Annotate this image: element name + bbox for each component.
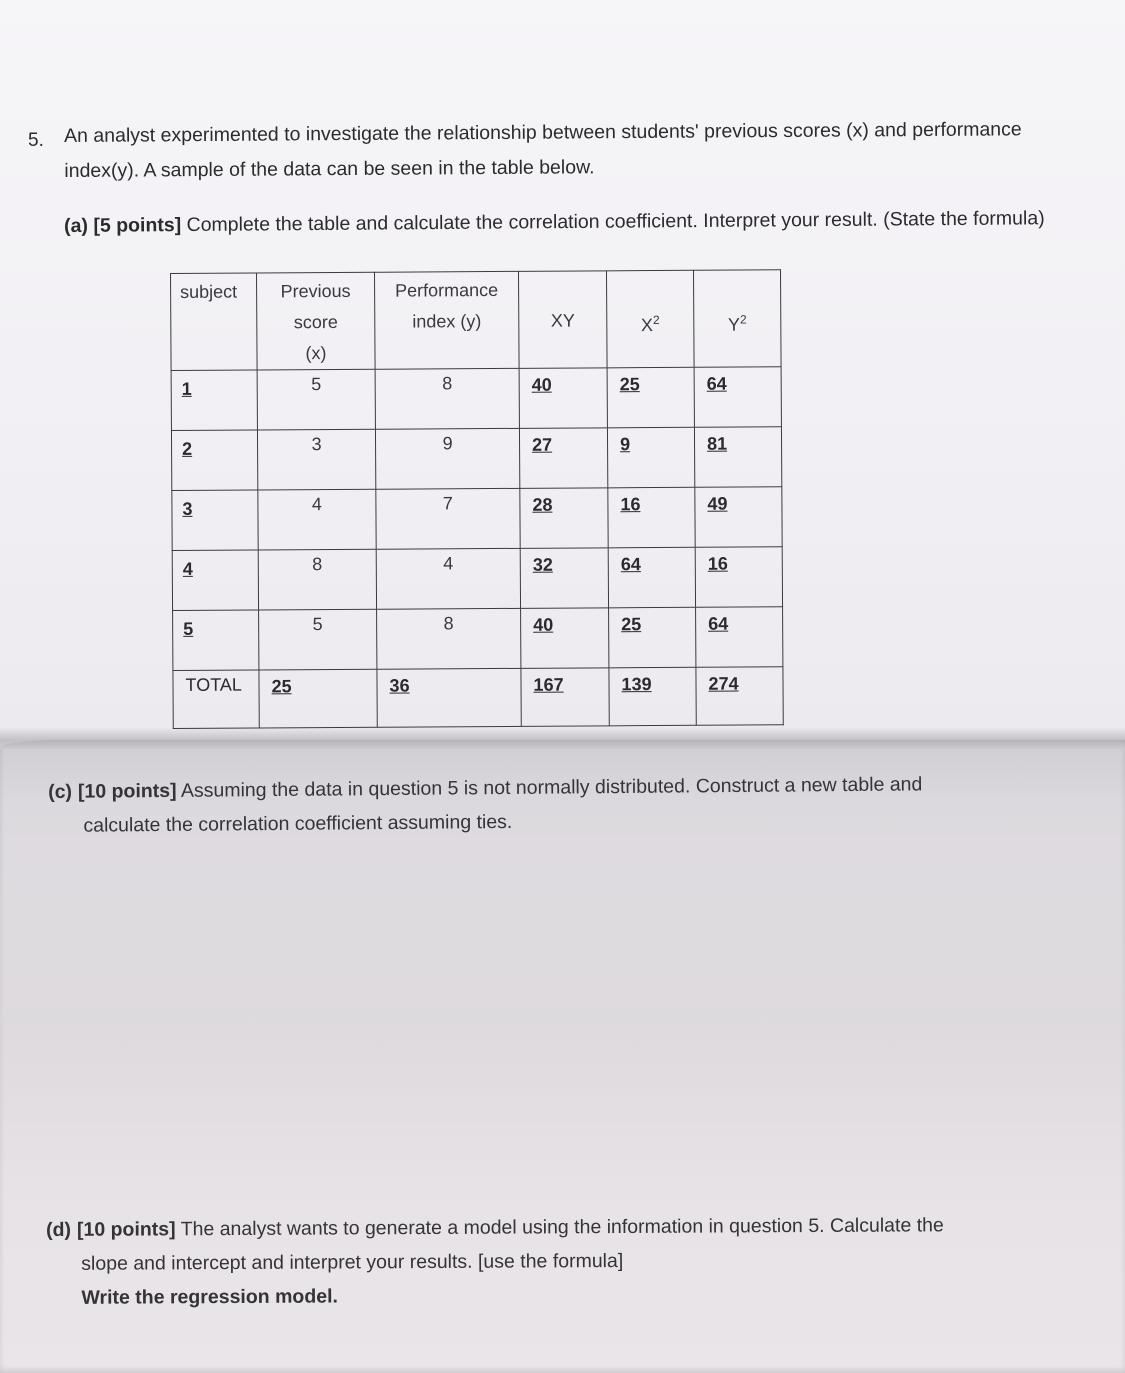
part-c xyxy=(48,766,1069,843)
cell-y2: 64 xyxy=(696,607,783,668)
part-a-text: Complete the table and calculate the correlation coefficient. Interpret your result. (State the formula) xyxy=(186,207,1045,237)
header-y-squared xyxy=(693,270,781,368)
table-row xyxy=(173,607,783,671)
header-previous-score xyxy=(257,272,376,370)
part-d-tag: (d) xyxy=(46,1218,72,1241)
header-perf-line2: index (y) xyxy=(412,311,482,332)
cell-subject: 1 xyxy=(171,370,257,431)
part-a-tag: (a) xyxy=(64,214,89,237)
cell-x: 8 xyxy=(258,549,376,610)
part-d-line1 xyxy=(46,1207,1106,1247)
cell-subject: 4 xyxy=(172,550,258,611)
header-prev-line1: Previous xyxy=(280,280,351,302)
cell-y: 9 xyxy=(375,428,519,489)
cell-total-label: TOTAL xyxy=(173,670,259,729)
cell-y: 4 xyxy=(376,548,520,609)
part-a-points: [5 points] xyxy=(93,214,182,237)
question-stem-line2: index(y). A sample of the data can be seen in the table below. xyxy=(64,156,595,182)
cell-y2: 16 xyxy=(695,547,782,608)
cell-xy: 27 xyxy=(519,428,607,489)
header-subject-label: subject xyxy=(180,281,238,302)
header-xy xyxy=(518,271,607,369)
cell-y: 7 xyxy=(376,488,520,549)
question-number: 5. xyxy=(28,130,44,151)
cell-x: 5 xyxy=(257,369,375,430)
cell-y2: 81 xyxy=(694,427,781,488)
question-stem-line1: An analyst experimented to investigate the relationship between students' previous scores (x) and performance xyxy=(64,118,1022,147)
table-row xyxy=(172,487,782,551)
cell-xy: 40 xyxy=(519,368,607,429)
header-x-squared xyxy=(606,270,694,368)
table-total-row xyxy=(173,667,783,729)
cell-y2: 49 xyxy=(695,487,782,548)
cell-x2: 25 xyxy=(609,607,696,668)
header-prev-line3: (x) xyxy=(305,343,327,364)
header-x2-sup: 2 xyxy=(652,313,660,328)
cell-total-y: 36 xyxy=(377,668,521,727)
cell-total-y2: 274 xyxy=(696,667,783,726)
part-d-points: [10 points] xyxy=(76,1218,176,1241)
cell-x2: 16 xyxy=(608,487,695,548)
cell-x2: 64 xyxy=(608,547,695,608)
data-table xyxy=(170,269,784,729)
part-c-points: [10 points] xyxy=(77,779,177,803)
data-table-wrapper xyxy=(170,269,784,729)
cell-subject: 3 xyxy=(172,490,258,551)
question-stem xyxy=(64,112,1099,189)
part-d-text2: slope and intercept and interpret your results. [use the formula] xyxy=(81,1249,624,1275)
cell-subject: 5 xyxy=(173,610,259,671)
part-c-tag: (c) xyxy=(48,780,73,803)
header-y2-base: Y xyxy=(727,314,741,335)
cell-y2: 64 xyxy=(694,367,781,428)
cell-y: 8 xyxy=(377,608,521,669)
cell-total-x2: 139 xyxy=(609,667,696,726)
header-xy-label: XY xyxy=(550,310,575,331)
part-d xyxy=(46,1207,1107,1315)
table-row xyxy=(171,367,781,431)
part-c-text1: Assuming the data in question 5 is not normally distributed. Construct a new table and xyxy=(180,773,923,802)
cell-xy: 28 xyxy=(520,488,608,549)
page-fold-shadow xyxy=(0,727,1125,749)
cell-xy: 40 xyxy=(521,608,609,669)
header-y2-sup: 2 xyxy=(739,312,747,327)
part-d-text3: Write the regression model. xyxy=(81,1285,338,1309)
header-perf-line1: Performance xyxy=(395,279,499,301)
cell-x: 4 xyxy=(258,489,376,550)
part-c-text2: calculate the correlation coefficient assuming ties. xyxy=(83,810,513,837)
cell-total-xy: 167 xyxy=(521,668,609,727)
cell-xy: 32 xyxy=(520,548,608,609)
cell-subject: 2 xyxy=(171,430,257,491)
header-performance-index xyxy=(374,271,519,369)
shadow-band xyxy=(0,840,1125,1200)
table-row xyxy=(171,427,781,491)
cell-x: 3 xyxy=(257,429,375,490)
table-row xyxy=(172,547,782,611)
part-d-text1: The analyst wants to generate a model using the information in question 5. Calculate the xyxy=(180,1214,944,1241)
table-header-row xyxy=(171,270,782,371)
cell-x2: 9 xyxy=(607,427,694,488)
cell-total-x: 25 xyxy=(259,669,377,728)
header-subject xyxy=(171,273,258,371)
header-x2-base: X xyxy=(640,315,654,336)
cell-x2: 25 xyxy=(607,367,694,428)
header-prev-line2: score xyxy=(293,311,338,333)
cell-y: 8 xyxy=(375,368,519,429)
cell-x: 5 xyxy=(259,609,377,670)
